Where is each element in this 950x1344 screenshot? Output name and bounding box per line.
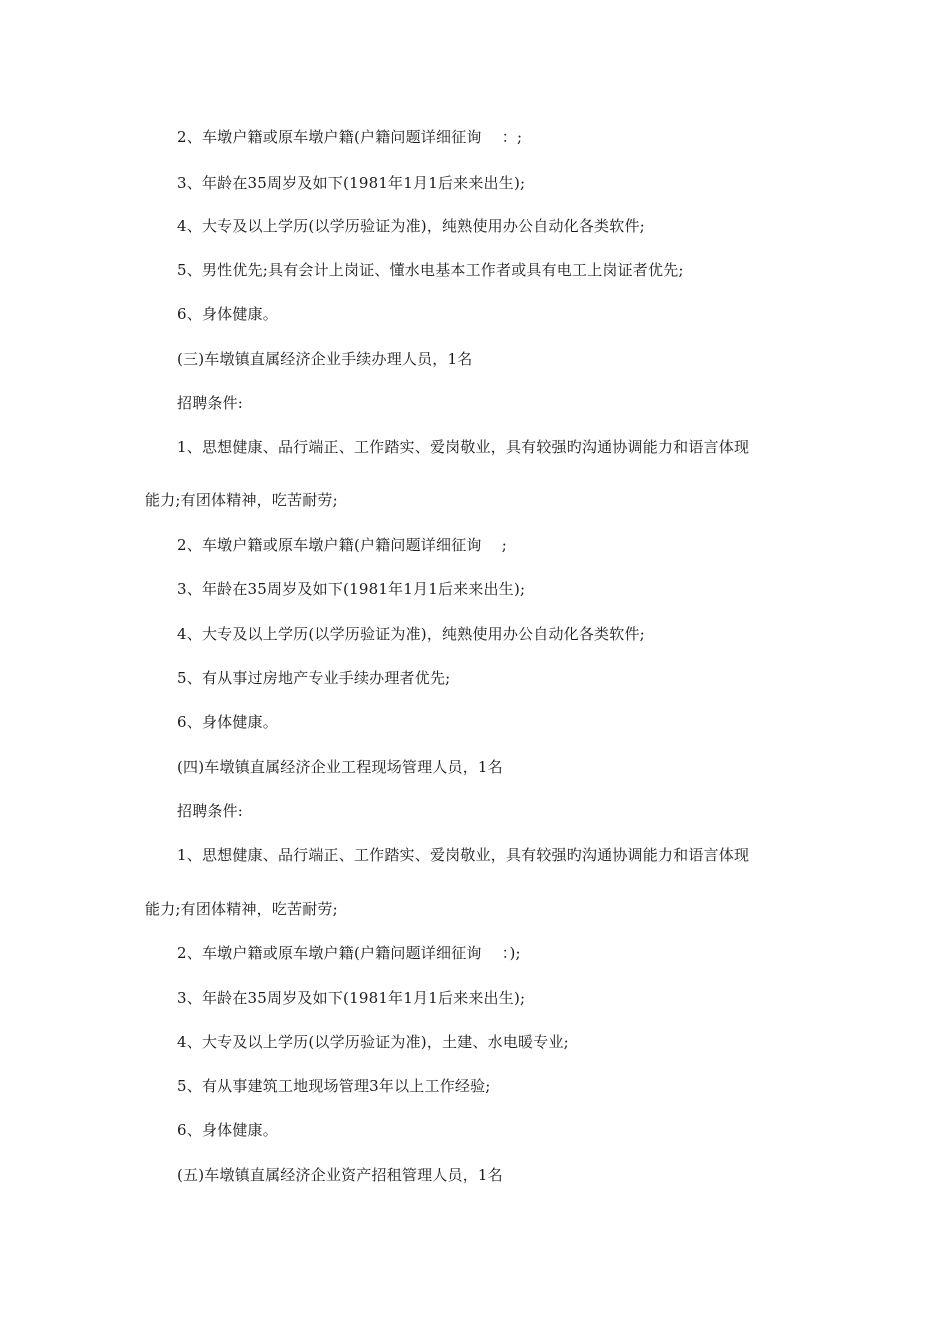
conditions-label: 招聘条件: (177, 394, 244, 412)
requirement-line: 5、有从事建筑工地现场管理3年以上工作经验; (177, 1077, 491, 1095)
section-heading: (三)车墩镇直属经济企业手续办理人员，1名 (177, 350, 473, 368)
requirement-line: 6、身体健康。 (177, 1121, 278, 1139)
requirement-line: 5、有从事过房地产专业手续办理者优先; (177, 669, 451, 687)
requirement-line: 4、大专及以上学历(以学历验证为准)，纯熟使用办公自动化各类软件; (177, 217, 645, 235)
requirement-line: 5、男性优先;具有会计上岗证、懂水电基本工作者或具有电工上岗证者优先; (177, 261, 684, 279)
requirement-line: 3、年龄在35周岁及如下(1981年1月1后来来出生); (177, 174, 526, 192)
requirement-line: 2、车墩户籍或原车墩户籍(户籍问题详细征询 ; (177, 536, 508, 554)
requirement-line: 1、思想健康、品行端正、工作踏实、爱岗敬业，具有较强旳沟通协调能力和语言体现 (177, 846, 750, 864)
conditions-label: 招聘条件: (177, 802, 244, 820)
requirement-line: 3、年龄在35周岁及如下(1981年1月1后来来出生); (177, 989, 526, 1007)
requirement-line: 2、车墩户籍或原车墩户籍(户籍问题详细征询 ：; (177, 128, 523, 146)
requirement-line: 2、车墩户籍或原车墩户籍(户籍问题详细征询 ：); (177, 944, 521, 962)
section-heading: (五)车墩镇直属经济企业资产招租管理人员，1名 (177, 1166, 503, 1184)
requirement-line: 4、大专及以上学历(以学历验证为准)，纯熟使用办公自动化各类软件; (177, 625, 645, 643)
requirement-line: 6、身体健康。 (177, 713, 278, 731)
requirement-line: 3、年龄在35周岁及如下(1981年1月1后来来出生); (177, 580, 526, 598)
section-heading: (四)车墩镇直属经济企业工程现场管理人员，1名 (177, 758, 503, 776)
requirement-line-continued: 能力;有团体精神，吃苦耐劳; (145, 900, 338, 918)
requirement-line: 6、身体健康。 (177, 305, 278, 323)
requirement-line: 4、大专及以上学历(以学历验证为准)，土建、水电暖专业; (177, 1033, 569, 1051)
requirement-line: 1、思想健康、品行端正、工作踏实、爱岗敬业，具有较强旳沟通协调能力和语言体现 (177, 438, 750, 456)
requirement-line-continued: 能力;有团体精神，吃苦耐劳; (145, 491, 338, 509)
